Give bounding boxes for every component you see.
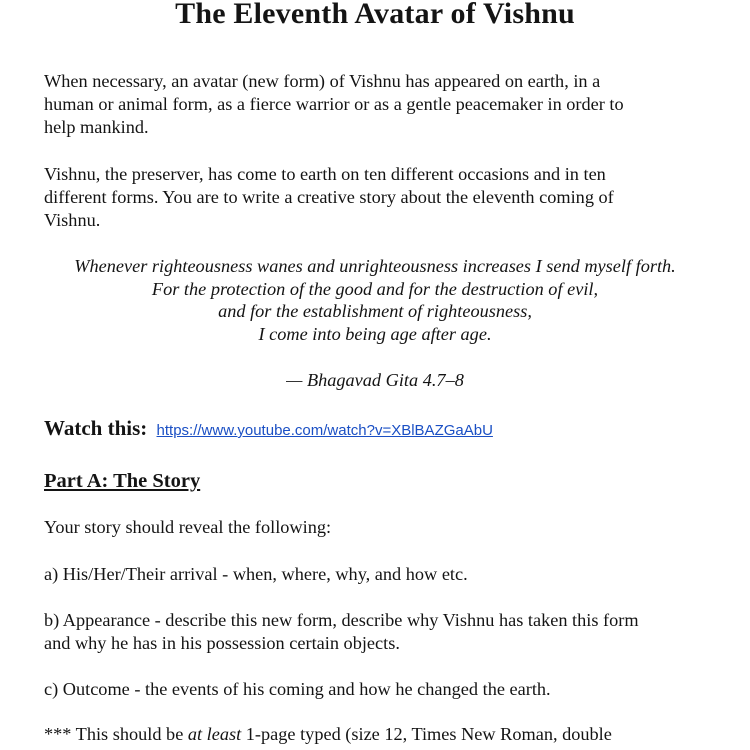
quote-line: For the protection of the good and for the destruction of evil,	[151, 278, 599, 299]
quote-line: Whenever righteousness wanes and unrighteousness increases I send myself forth.	[74, 256, 676, 276]
intro-p2-line: Vishnu.	[44, 210, 101, 230]
intro-paragraph-1	[44, 70, 704, 139]
watch-line	[44, 414, 493, 445]
intro-paragraph-2	[44, 163, 704, 232]
item-appearance	[44, 609, 704, 655]
note-prefix: *** This should be	[44, 724, 188, 744]
item-appearance-line: and why he has in his possession certain objects.	[44, 633, 400, 653]
quote-attribution: — Bhagavad Gita 4.7–8	[286, 370, 464, 390]
item-appearance-line: b) Appearance - describe this new form, describe why Vishnu has taken this form	[44, 610, 639, 630]
part-a-heading: Part A: The Story	[44, 470, 201, 492]
length-note	[44, 723, 704, 746]
note-emphasis: at least	[187, 724, 242, 744]
intro-p1-line: human or animal form, as a fierce warrior or as a gentle peacemaker in order to	[44, 94, 624, 114]
watch-label: Watch this:	[44, 416, 148, 440]
intro-p1-line: help mankind.	[44, 117, 149, 137]
note-suffix: 1-page typed (size 12, Times New Roman, double	[241, 724, 612, 744]
reveal-intro: Your story should reveal the following:	[44, 517, 332, 537]
item-arrival: a) His/Her/Their arrival - when, where, why, and how etc.	[44, 564, 468, 584]
quote-line: and for the establishment of righteousness,	[218, 301, 532, 321]
intro-p1-line: When necessary, an avatar (new form) of Vishnu has appeared on earth, in a	[44, 71, 601, 91]
page-title: The Eleventh Avatar of Vishnu	[175, 0, 575, 30]
intro-p2-line: different forms. You are to write a creative story about the eleventh coming of	[44, 187, 614, 207]
intro-p2-line: Vishnu, the preserver, has come to earth on ten different occasions and in ten	[44, 164, 606, 184]
youtube-link[interactable]: https://www.youtube.com/watch?v=XBlBAZGaAbU	[156, 422, 493, 439]
quote-line: I come into being age after age.	[258, 323, 492, 344]
item-outcome: c) Outcome - the events of his coming and how he changed the earth.	[44, 679, 551, 699]
gita-quote	[30, 255, 720, 345]
